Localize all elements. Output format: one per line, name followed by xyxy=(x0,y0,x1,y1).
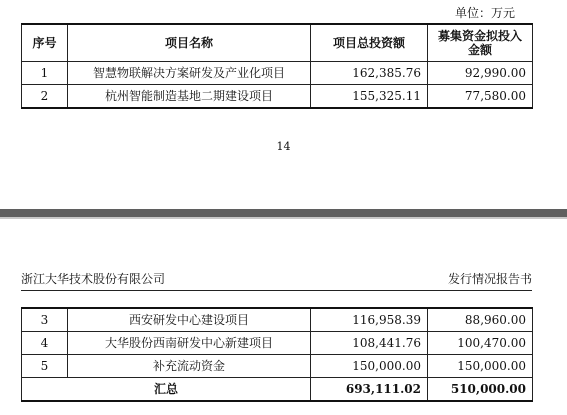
header-rule xyxy=(21,290,532,291)
investment-table-part2 xyxy=(21,307,533,402)
row-name: 杭州智能制造基地二期建设项目 xyxy=(68,85,311,109)
row-raised: 92,990.00 xyxy=(428,62,533,85)
unit-label: 单位：万元 xyxy=(454,6,515,20)
table-total-row xyxy=(22,378,533,402)
row-total: 162,385.76 xyxy=(311,62,428,85)
row-total: 108,441.76 xyxy=(311,332,428,355)
row-no: 1 xyxy=(22,62,68,85)
row-name: 智慧物联解决方案研发及产业化项目 xyxy=(68,62,311,85)
table-header-row xyxy=(22,24,533,62)
page-break-divider xyxy=(0,209,567,217)
table-row xyxy=(22,85,533,109)
row-no: 5 xyxy=(22,355,68,378)
total-raised-sum: 510,000.00 xyxy=(428,378,533,402)
row-raised: 100,470.00 xyxy=(428,332,533,355)
table-row xyxy=(22,332,533,355)
page-header xyxy=(21,270,532,291)
row-no: 2 xyxy=(22,85,68,109)
header-total-investment: 项目总投资额 xyxy=(311,24,428,62)
row-total: 155,325.11 xyxy=(311,85,428,109)
page-number: 14 xyxy=(276,140,291,153)
company-name: 浙江大华技术股份有限公司 xyxy=(21,272,166,286)
header-seq: 序号 xyxy=(22,24,68,62)
row-total: 116,958.39 xyxy=(311,308,428,332)
table-row xyxy=(22,355,533,378)
header-project-name: 项目名称 xyxy=(68,24,311,62)
row-no: 4 xyxy=(22,332,68,355)
document-title: 发行情况报告书 xyxy=(447,272,532,286)
page-break-divider-shadow xyxy=(0,217,567,219)
row-name: 西安研发中心建设项目 xyxy=(68,308,311,332)
row-name: 大华股份西南研发中心新建项目 xyxy=(68,332,311,355)
row-raised: 150,000.00 xyxy=(428,355,533,378)
header-raised-funds: 募集资金拟投入金额 xyxy=(428,24,533,62)
investment-table-part1 xyxy=(21,23,533,109)
total-label: 汇总 xyxy=(22,378,311,402)
table-row xyxy=(22,62,533,85)
row-total: 150,000.00 xyxy=(311,355,428,378)
row-raised: 77,580.00 xyxy=(428,85,533,109)
total-investment-sum: 693,111.02 xyxy=(311,378,428,402)
row-no: 3 xyxy=(22,308,68,332)
table-row xyxy=(22,308,533,332)
row-raised: 88,960.00 xyxy=(428,308,533,332)
row-name: 补充流动资金 xyxy=(68,355,311,378)
